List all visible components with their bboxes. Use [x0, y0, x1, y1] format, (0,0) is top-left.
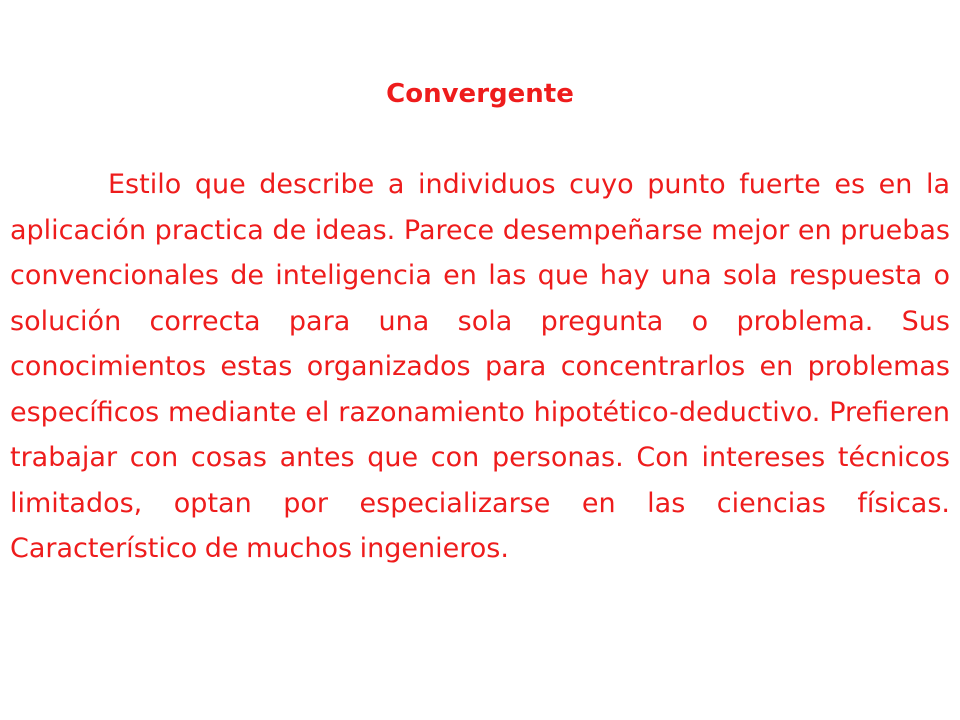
slide-title: Convergente: [386, 79, 574, 109]
slide-body-paragraph: Estilo que describe a individuos cuyo punto fuerte es en la aplicación practica de ideas. Parece desempeñarse mejor en pruebas convencionales de inteligencia en las que hay una sola respuesta o solución correcta para una sola pregunta o problema. Sus conocimientos estas organizados para concentrarlos en problemas específicos mediante el razonamiento hipotético-deductivo. Prefieren trabajar con cosas antes que con personas. Con intereses técnicos limitados, optan por especializarse en las ciencias físicas. Característico de muchos ingenieros.: [10, 169, 950, 564]
